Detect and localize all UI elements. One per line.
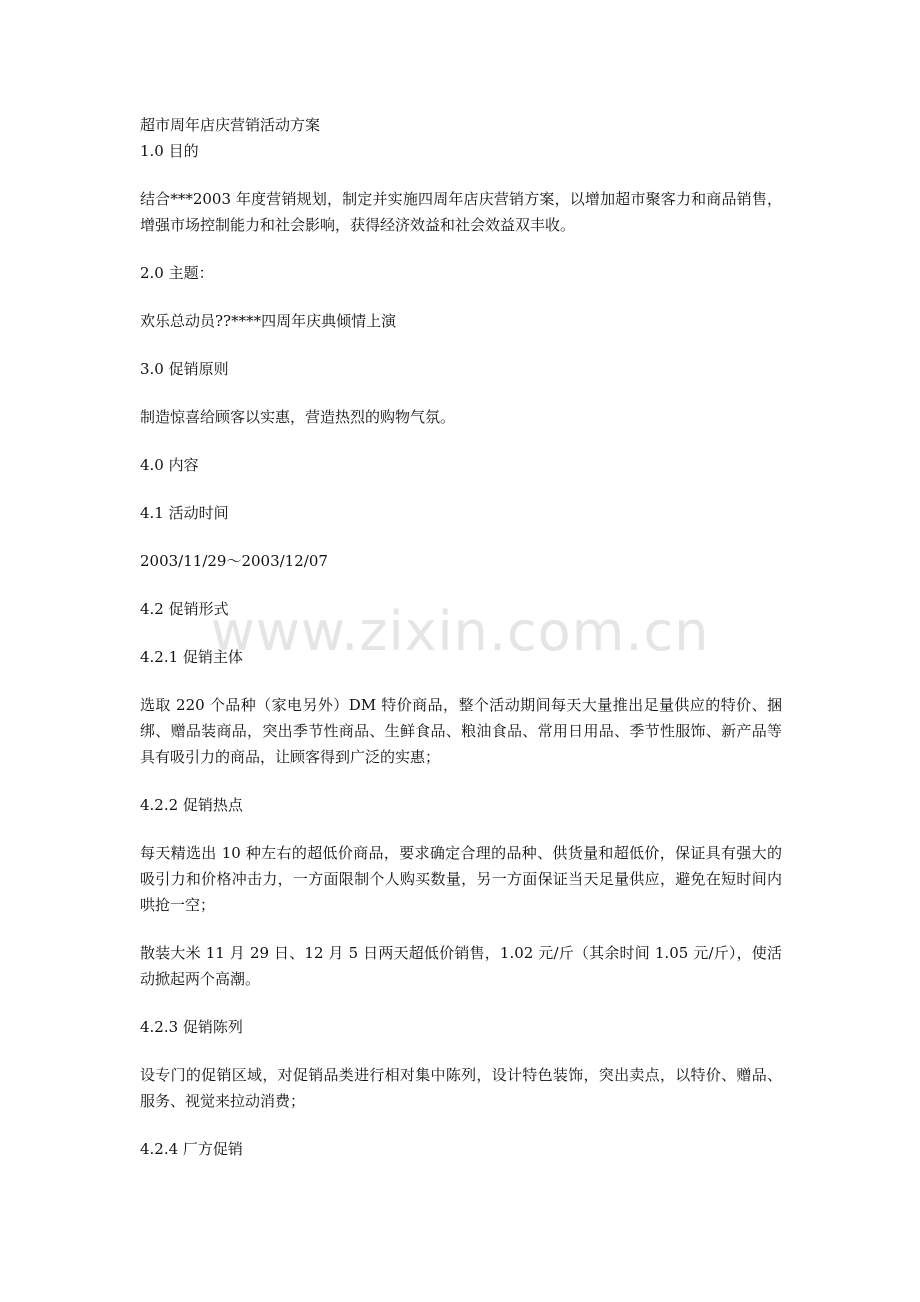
document-body bbox=[140, 112, 782, 1162]
watermark-text: www.zixin.com.cn bbox=[210, 600, 710, 663]
section-heading-vendor-promo: 4.2.4 厂方促销 bbox=[140, 1140, 243, 1158]
section-text-principle: 制造惊喜给顾客以实惠，营造热烈的购物气氛。 bbox=[140, 408, 456, 426]
section-text-main-promo: 选取 220 个品种（家电另外）DM 特价商品，整个活动期间每天大量推出足量供应的特价、捆绑、赠品装商品，突出季节性商品、生鲜食品、粮油食品、常用日用品、季节性服饰、新产品等具有吸引力的商品，让顾客得到广泛的实惠； bbox=[140, 696, 782, 766]
section-text-hotspot-1: 每天精选出 10 种左右的超低价商品，要求确定合理的品种、供货量和超低价，保证具有强大的吸引力和价格冲击力，一方面限制个人购买数量，另一方面保证当天足量供应，避免在短时间内哄抢一空； bbox=[140, 844, 782, 914]
section-text-purpose: 结合***2003 年度营销规划，制定并实施四周年店庆营销方案，以增加超市聚客力和商品销售，增强市场控制能力和社会影响，获得经济效益和社会效益双丰收。 bbox=[140, 190, 782, 234]
section-heading-theme: 2.0 主题： bbox=[140, 264, 214, 282]
section-text-hotspot-2: 散装大米 11 月 29 日、12 月 5 日两天超低价销售，1.02 元/斤（其余时间 1.05 元/斤），使活动掀起两个高潮。 bbox=[140, 944, 782, 988]
section-heading-time: 4.1 活动时间 bbox=[140, 504, 229, 522]
section-heading-purpose: 1.0 目的 bbox=[140, 142, 199, 160]
section-heading-principle: 3.0 促销原则 bbox=[140, 360, 229, 378]
section-heading-display: 4.2.3 促销陈列 bbox=[140, 1018, 243, 1036]
section-text-time: 2003/11/29～2003/12/07 bbox=[140, 552, 328, 570]
document-title: 超市周年店庆营销活动方案 bbox=[140, 116, 321, 134]
section-text-display: 设专门的促销区域，对促销品类进行相对集中陈列，设计特色装饰，突出卖点，以特价、赠品、服务、视觉来拉动消费； bbox=[140, 1066, 782, 1110]
section-heading-main-promo: 4.2.1 促销主体 bbox=[140, 648, 243, 666]
section-heading-content: 4.0 内容 bbox=[140, 456, 199, 474]
section-heading-form: 4.2 促销形式 bbox=[140, 600, 229, 618]
section-text-theme: 欢乐总动员??****四周年庆典倾情上演 bbox=[140, 312, 397, 330]
section-heading-hotspot: 4.2.2 促销热点 bbox=[140, 796, 243, 814]
